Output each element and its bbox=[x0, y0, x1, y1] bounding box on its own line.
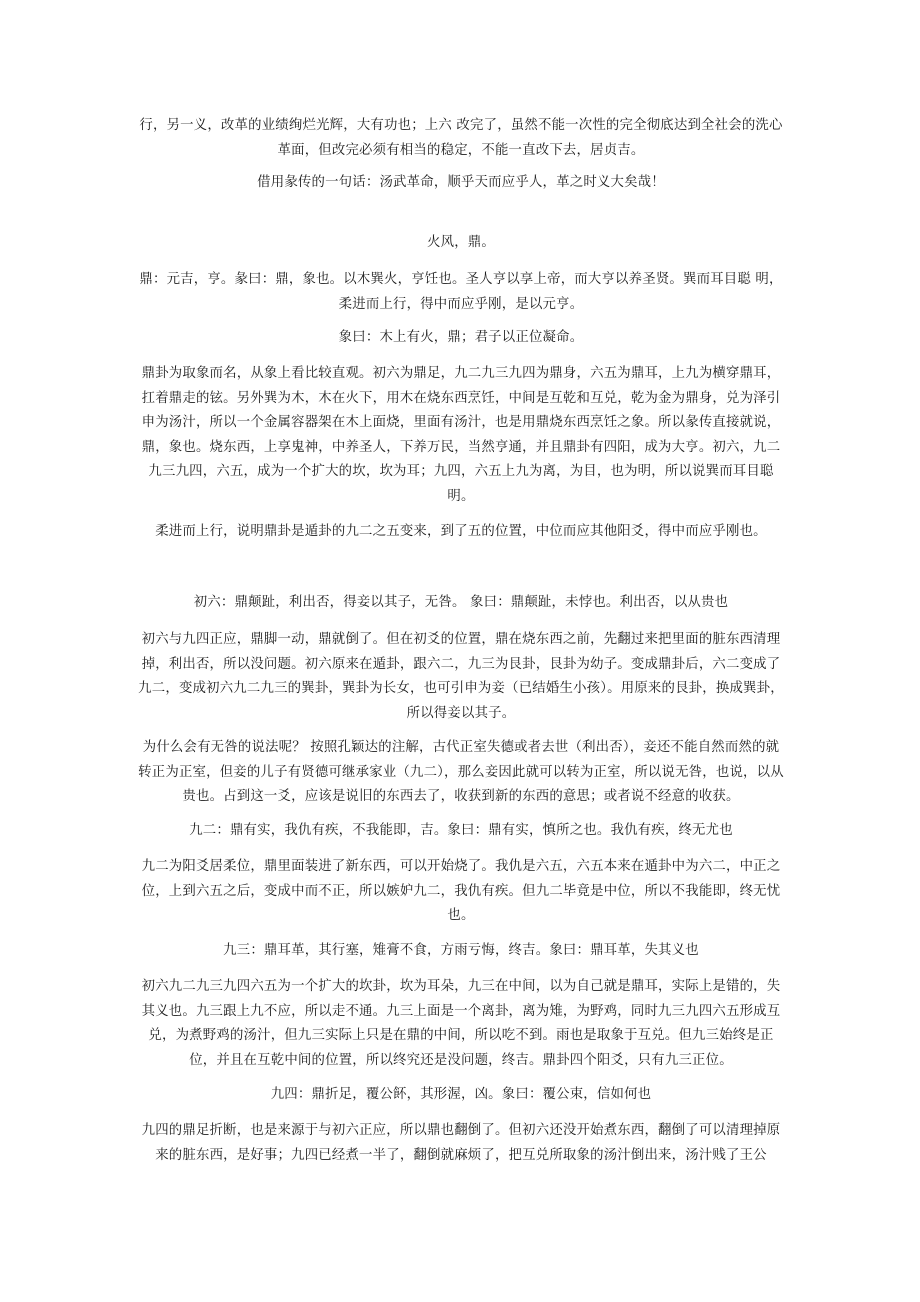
paragraph-jiusan-commentary: 初六九二九三九四六五为一个扩大的坎卦，坎为耳朵，九三在中间，以为自己就是鼎耳，实际上是错的，失其义也。九三跟上九不应，所以走不通。九三上面是一个离卦，离为雉，为野鸡，同时九三九四六五形成互兑，为煮野鸡的汤汁，但九三实际上只是在鼎的中间，所以吃不到。雨也是取象于互兑。但九三始终是正位，并且在互乾中间的位置，所以终究还是没问题，终吉。鼎卦四个阳爻，只有九三正位。 bbox=[141, 979, 781, 1068]
line-jiusi-text: 九四：鼎折足，覆公䬪，其形渥，凶。象曰：覆公束，信如何也 bbox=[270, 1087, 652, 1102]
line-chuliu-text: 初六：鼎颠趾，利出否，得妾以其子，无咎。 象曰：鼎颠趾，未悖也。利出否，以从贵也 bbox=[193, 595, 729, 610]
line-jiuer-text: 九二：鼎有实，我仇有疾，不我能即，吉。象曰：鼎有实，慎所之也。我仇有疾，终无尤也 bbox=[189, 823, 733, 838]
line-jiusan-text: 九三：鼎耳革，其行塞，雉膏不食，方雨亏悔，终吉。象曰：鼎耳革，失其义也 bbox=[223, 943, 699, 958]
paragraph-ding-commentary: 鼎卦为取象而名，从象上看比较直观。初六为鼎足，九二九三九四为鼎身，六五为鼎耳，上九为横穿鼎耳，扛着鼎走的铉。另外巽为木，木在火下，用木在烧东西烹饪，中间是互乾和互兑，乾为金为鼎身，兑为泽引申为汤汁，所以一个金属容器架在木上面烧，里面有汤汁，也是用鼎烧东西烹饪之象。所以彖传直接就说，鼎，象也。烧东西，上享鬼神，中养圣人，下养万民，当然亨通，并且鼎卦有四阳，成为大亨。初六，九二九三九四，六五，成为一个扩大的坎，坎为耳；九四，六五上九为离，为目，也为明，所以说巽而耳目聪明。 bbox=[141, 366, 781, 504]
paragraph-ge-shangliu: 行，另一义，改革的业绩绚烂光辉，大有功也；上六 改完了，虽然不能一次性的完全彻底达到全社会的洗心革面，但改完必须有相当的稳定，不能一直改下去，居贞吉。 bbox=[139, 118, 783, 158]
paragraph-jiusi-commentary: 九四的鼎足折断，也是来源于与初六正应，所以鼎也翻倒了。但初六还没开始煮东西，翻倒了可以清理掉原来的脏东西，是好事；九四已经煮一半了，翻倒就麻烦了，把互兑所取象的汤汁倒出来，汤汁贱了王公 bbox=[141, 1123, 781, 1163]
paragraph-chuliu-commentary: 初六与九四正应，鼎脚一动，鼎就倒了。但在初爻的位置，鼎在烧东西之前，先翻过来把里面的脏东西清理掉，利出否，所以没问题。初六原来在遁卦，跟六二，九三为艮卦，艮卦为幼子。变成鼎卦后，六二变成了九二，变成初六九二九三的巽卦，巽卦为长女，也可引申为妾（已结婚生小孩）。用原来的艮卦，换成巽卦，所以得妾以其子。 bbox=[138, 632, 784, 721]
paragraph-rou-jin: 柔进而上行，说明鼎卦是遁卦的九二之五变来，到了五的位置，中位而应其他阳爻，得中而应乎刚也。 bbox=[155, 524, 767, 539]
paragraph-jiuer-commentary: 九二为阳爻居柔位，鼎里面装进了新东西，可以开始烧了。我仇是六五，六五本来在遁卦中为六二，中正之位，上到六五之后，变成中而不正，所以嫉妒九二，我仇有疾。但九二毕竟是中位，所以不我能即，终无忧也。 bbox=[141, 859, 781, 923]
paragraph-ding-image: 象曰：木上有火，鼎；君子以正位凝命。 bbox=[338, 330, 584, 345]
paragraph-tuan-quote: 借用彖传的一句话：汤武革命，顺乎天而应乎人，革之时义大矣哉！ bbox=[257, 175, 665, 190]
hexagram-heading-ding: 火风，鼎。 bbox=[427, 235, 495, 250]
paragraph-ding-judgment: 鼎：元吉，亨。彖曰：鼎，象也。以木巽火，亨饪也。圣人亨以享上帝，而大亨以养圣贤。巽而耳目聪 明，柔进而上行，得中而应乎刚，是以元亨。 bbox=[139, 272, 783, 312]
paragraph-wujiu-explanation: 为什么会有无咎的说法呢？ 按照孔颖达的注解，古代正室失德或者去世（利出否），妾还不能自然而然的就转正为正室，但妾的儿子有贤德可继承家业（九二），那么妾因此就可以转为正室，所以说无咎，也说，以从贵也。占到这一爻，应该是说旧的东西去了，收获到新的东西的意思；或者说不经意的收获。 bbox=[138, 740, 784, 804]
